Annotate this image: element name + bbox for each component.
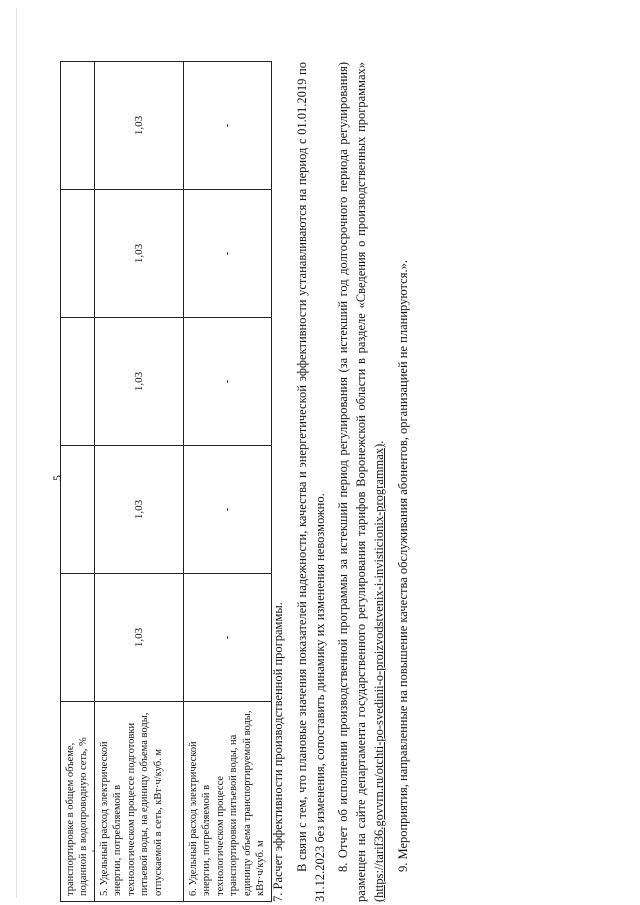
- section-8-text: 8. Отчет об исполнении производственной программы за истекший период регулирования (за истекший год долгосрочного периода регулирования) размещен на сайте департамента государственного регулирования тарифов Воронежской области в разделе «Сведения о производственных программах»: [336, 62, 368, 902]
- row-label: 5. Удельный расход электрической энергии, потребляемой в технологическом процессе подготовки питьевой воды, на единицу объема воды, отпускаемой в сеть, кВт·ч/куб. м: [94, 702, 183, 902]
- table-cell: -: [183, 446, 271, 574]
- table-cell: -: [183, 318, 271, 446]
- table-row: [94, 62, 183, 902]
- section-9-body: 9. Мероприятия, направленные на повышение качества обслуживания абонентов, организацией не планируются.».: [395, 260, 410, 872]
- table-cell: [61, 574, 95, 702]
- section-8-period: .: [371, 440, 386, 444]
- table-cell: [61, 190, 95, 318]
- table-row: [183, 62, 271, 902]
- table-cell: [61, 318, 95, 446]
- table-cell: 1,03: [94, 190, 183, 318]
- document-text: [270, 62, 418, 902]
- row-label: транспортировке в общем объеме, поданной в водопроводную сеть, %: [61, 702, 95, 902]
- rotated-page-content: [50, 62, 470, 902]
- section-7-body: В связи с тем, что плановые значения показателей надежности, качества и энергетической эффективности устанавливаются на период с 01.01.2019 по 31.12.2023 без изменения, сопоставить динамику их изменения невозможно.: [294, 62, 327, 902]
- table-cell: -: [183, 574, 271, 702]
- table-cell: [61, 62, 95, 190]
- section-8-body: [335, 62, 388, 902]
- tariff-department-link[interactable]: (https://tarif36.govvrn.ru/otchti-po-svedinii-o-proizvodstvenix-i-invisticionix-programmax): [371, 443, 386, 902]
- table-cell: 1,03: [94, 446, 183, 574]
- row-label: 6. Удельный расход электрической энергии, потребляемой в технологическом процессе транспортировки питьевой воды, на единицу объема транспортируемой воды, кВт·ч/куб. м: [183, 702, 271, 902]
- table-cell: 1,03: [94, 318, 183, 446]
- section-7-title: 7. Расчет эффективности производственной программы.: [271, 602, 285, 902]
- table-cell: 1,03: [94, 574, 183, 702]
- page-number: 5: [50, 475, 64, 481]
- table-row: [61, 62, 95, 902]
- table-cell: -: [183, 62, 271, 190]
- table-cell: 1,03: [94, 62, 183, 190]
- table-cell: [61, 446, 95, 574]
- page-edge: [16, 8, 17, 898]
- indicators-table: [60, 61, 272, 902]
- table-cell: -: [183, 190, 271, 318]
